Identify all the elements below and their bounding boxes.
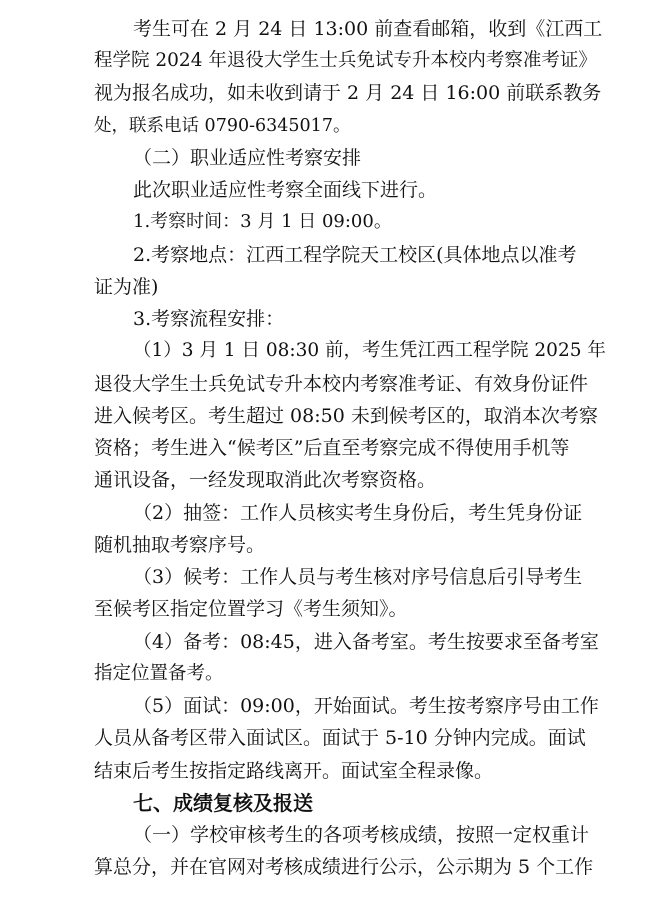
text-line: 3.考察流程安排： — [133, 308, 285, 330]
text-line: 资格；考生进入“候考区”后直至考察完成不得使用手机等 — [94, 437, 570, 459]
section-subheading: （二）职业适应性考察安排 — [133, 147, 362, 169]
text-line: 此次职业适应性考察全面线下进行。 — [133, 179, 438, 201]
text-line: 处，联系电话 0790-6345017。 — [94, 116, 351, 136]
text-line: （2）抽签：工作人员核实考生身份后，考生凭身份证 — [133, 502, 583, 524]
text-line: 进入候考区。考生超过 08:50 未到候考区的，取消本次考察 — [94, 405, 598, 427]
text-line: 结束后考生按指定路线离开。面试室全程录像。 — [94, 760, 494, 782]
text-line: 退役大学生士兵免试专升本校内考察准考证、有效身份证件 — [94, 373, 589, 395]
text-line: 通讯设备，一经发现取消此次考察资格。 — [94, 469, 437, 491]
text-line: 程学院 2024 年退役大学生士兵免试专升本校内考察准考证》 — [94, 50, 597, 71]
text-line: 2.考察地点：江西工程学院天工校区(具体地点以准考 — [133, 244, 577, 266]
text-line: 随机抽取考察序号。 — [94, 534, 266, 556]
text-line: 视为报名成功，如未收到请于 2 月 24 日 16:00 前联系教务 — [94, 82, 602, 104]
text-line: 指定位置备考。 — [94, 663, 224, 684]
text-line: （4）备考：08:45，进入备考室。考生按要求至备考室 — [133, 631, 599, 653]
text-line: （3）候考：工作人员与考生核对序号信息后引导考生 — [133, 566, 583, 588]
text-line: （1）3 月 1 日 08:30 前，考生凭江西工程学院 2025 年 — [133, 340, 606, 361]
text-line: 1.考察时间：3 月 1 日 09:00。 — [133, 211, 392, 232]
text-line: 考生可在 2 月 24 日 13:00 前查看邮箱，收到《江西工 — [133, 18, 603, 40]
section-heading: 七、成绩复核及报送 — [133, 791, 313, 815]
text-line: 证为准) — [94, 276, 159, 298]
text-line: （5）面试：09:00，开始面试。考生按考察序号由工作 — [133, 695, 599, 717]
text-line: 算总分，并在官网对考核成绩进行公示，公示期为 5 个工作 — [94, 856, 594, 878]
text-line: 人员从备考区带入面试区。面试于 5-10 分钟内完成。面试 — [94, 727, 586, 749]
text-line: 至候考区指定位置学习《考生须知》。 — [94, 598, 408, 620]
text-line: （一）学校审核考生的各项考核成绩，按照一定权重计 — [133, 824, 590, 846]
